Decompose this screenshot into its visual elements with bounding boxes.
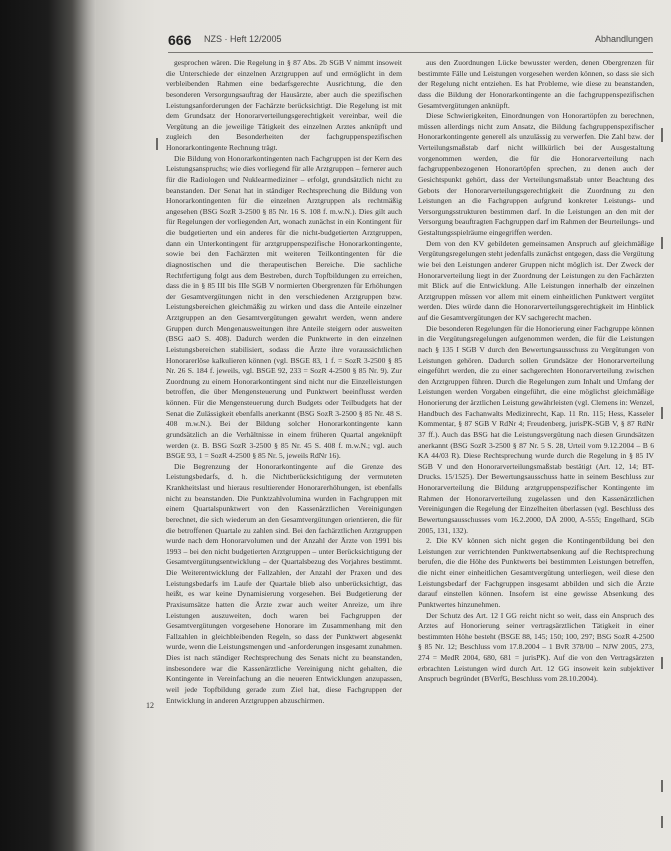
right-column [418,58,654,685]
paragraph: gesprochen wären. Die Regelung in § 87 Abs. 2b SGB V nimmt insoweit die Unterschiede der einzelnen Arztgruppen auf und ermöglicht in dem verbleibenden Rahmen eine bedarfsgerechte Ausrichtung, die den besonderen Versorgungsauftrag der Hausärzte, aber auch die spezifischen Leistungsanforderungen der Fachärzte berücksichtigt. Die Regelung ist mit dem Grundsatz der Honorarverteilungsgerechtigkeit vereinbar, weil die Vergütung an die jeweilige Tätigkeit des einzelnen Arztes anknüpft und zugleich den Besonderheiten der fachgruppenspezifischen Honorarkontingente Rechnung trägt. [166,58,402,152]
paragraph: Der Schutz des Art. 12 I GG reicht nicht so weit, dass ein Anspruch des Arztes auf Honorierung seiner vertragsärztlichen Tätigkeit in einer bestimmten Höhe besteht (BSGE 88, 145; 150; 100, 297; BSG SozR 4-2500 § 85 Nr. 12; Beschluss vom 17.8.2004 – 1 BvR 378/00 – NJW 2005, 273, 274 = MedR 2004, 680, 681 = jurisPK). Auf die von den Vertragsärzten erbrachten Leistungen wird durch Art. 12 GG insoweit kein subjektiver Anspruch begründet (BVerfG, Beschluss vom 28.10.2004). [418,610,654,684]
margin-mark [661,780,663,792]
margin-number: 12 [146,701,154,710]
paragraph: Die Begrenzung der Honorarkontingente auf die Grenze des Leistungsbedarfs, d. h. die Nichtberücksichtigung der vermuteten Krankheitslast und hieraus resultierender Honorarerhöhungen, ist ebenfalls nicht zu beanstanden. Die Punktzahlvolumina wurden in Fachgruppen mit einem Quartalspunktwert von den Kassenärztlichen Vereinigungen berechnet, die sich wiederum an den Gesamtvergütungen orientieren, die für die betroffenen Quartale zu zahlen sind. Bei den fachärztlichen Arztgruppen wurde nach dem Honorarvolumen und der Anzahl der Ärzte von 1991 bis 1993 – bei den nicht budgetierten Arztgruppen – unter Berücksichtigung der Gesamtvergütungsentwicklung – der Quartalsbezug des Vorjahres bestimmt. Die Weiterentwicklung der Fallzahlen, der Anzahl der Praxen und des Leistungsbedarfs im Laufe der Quartale blieb also unberücksichtigt, das heißt, es war keine Dynamisierung vorgesehen. Bei Budgetierung der Praxisumsätze hatten die Ärzte zwar auch weiter Anreize, um ihre Leistungen auszuweiten, doch waren bei Fachgruppen der Gesamtvergütungen vorgesehene Honorare im Zusammenhang mit den Fallzahlen in gleichbleibenden Regeln, so dass der Punktwert abgesenkt wurde, wenn die Leistungsmengen und -anforderungen insgesamt zunahmen. Dies ist nach ständiger Rechtsprechung des Senats nicht zu beanstanden, insbesondere war die Kassenärztliche Vereinigung nicht gehalten, die Kontingente in Vereinfachung an die neueren Entwicklungen anzupassen, weil jede Topfbildung gerade zum Ziel hat, diese Fachgruppen der Entwicklung in anderen Arztgruppen abzuschirmen. [166,461,402,705]
page-header [168,30,653,53]
margin-mark [661,407,663,419]
section-name: Abhandlungen [594,34,653,44]
journal-name: NZS · Heft 12/2005 [204,34,282,44]
paragraph: Die Bildung von Honorarkontingenten nach Fachgruppen ist der Kern des Leistungsanspruchs; wie dies vorliegend für alle Arztgruppen – fernerer auch für die Radiologen und Nuklearmediziner – erfolgt, grundsätzlich nicht zu beanstanden. Der Senat hat in ständiger Rechtsprechung die Bildung von Honorarkontingenten für die einzelnen Arztgruppen als rechtmäßig angesehen (BSG SozR 3-2500 § 85 Nr. 16 S. 108 f. m.w.N.). Dies gilt auch für Regelungen der vorliegenden Art, wonach zunächst in ein Kontingent für die budgetierten und ein anderes für die nicht-budgetierten Arztgruppen, dann ein Unterkontingent für arztgruppenspezifische Honorarkontingente, sowie bei den Fachärzten mit weiteren Teilkontingenten für die diagnostischen und die therapeutischen Bereiche. Die sachliche Rechtfertigung folgt aus dem Bestreben, durch Topfbildungen zu erreichen, dass die in § 85 III bis IIIe SGB V normierten Obergrenzen für Erhöhungen der Gesamtvergütungen nicht in den verschiedenen Arztgruppen bzw. Leistungsbereichen gleichmäßig zu wirken und dass die Anteile einzelner Arztgruppen an den Gesamtvergütungen gewahrt werden, wenn andere Gruppen durch Mengenausweitungen ihre Anteile steigern oder ausweiten (BSG aaO S. 408). Dadurch werden die Punktwerte in den einzelnen Leistungsbereichen stabilisiert, sodass die Ärzte ihre voraussichtlichen Honorarerlöse kalkulieren können (vgl. BSGE 83, 1 f. = SozR 3-2500 § 85 Nr. 26 S. 184 f. jeweils, vgl. BSGE 92, 233 = SozR 4-2500 § 85 Nr. 9). Zur Zuordnung zu einem Honorarkontingent sind nicht nur die Einzelleistungen betroffen, die über Mengensteuerung und Punktwert beeinflusst werden können. Für die Mengensteuerung durch Budgets oder Teilbudgets hat der Senat die Zulässigkeit ebenfalls anerkannt (BSG SozR 3-2500 § 85 Nr. 48 S. 408 m.w.N.). Bei der Bildung solcher Honorarkontingente kann grundsätzlich an die Verhältnisse in einem früheren Quartal angeknüpft werden (z. B. BSG SozR 3-2500 § 85 Nr. 45 S. 408 f. m.w.N.; vgl. auch BSGE 93, 1 = SozR 4-2500 § 85 Nr. 5, jeweils RdNr 16). [166,153,402,461]
paragraph: Dem von den KV gebildeten gemeinsamen Anspruch auf gleichmäßige Vergütungsregelungen steht jedenfalls zunächst entgegen, dass die Vergütung wie bei den Leistungen anderer Gruppen nicht möglich ist. Der Zweck der Honorarverteilung liegt in der Zuordnung der Leistungen zu den Fachärzten mit Blick auf die Entwicklung. Alle Leistungen innerhalb der einzelnen Arztgruppen müssen vor allem mit einem einheitlichen Punktwert vergütet werden. Dies würde dann die Honorarverteilungsgerechtigkeit im Hinblick auf die Gesamtvergütungen der KV sachgerecht machen. [418,238,654,322]
paragraph: Diese Schwierigkeiten, Einordnungen von Honorartöpfen zu berechnen, müssen allerdings nicht zum Ansatz, die Bildung fachgruppenspezifischer Honorarkontingente generell als unzulässig zu verwerfen. Die Zahl bzw. der Verteilungsmaßstab darf nicht willkürlich bei der Ausgestaltung vorgenommen werden, die für die Honorarverteilung nach fachgruppenbezogenen Honorartöpfen sprechen, zu denen auch der Gesichtspunkt gehört, dass der Verteilungsmaßstab unter Beachtung des Gebots der Honorarverteilungsgerechtigkeit die Zuordnung zu den Leistungen an die Fachgruppen aufgrund konkreter Leistungs- und Versorgungsstrukturen bestimmen darf. In die Leistungen an den mit der Versorgung beauftragten Fachgruppen darf im Rahmen der Beurteilungs- und Gestaltungsspielräume eingegriffen werden. [418,111,654,237]
margin-mark [661,237,663,249]
book-gutter-shadow [0,0,96,851]
margin-mark [661,816,663,828]
margin-mark [156,138,158,150]
margin-mark [661,128,663,142]
left-column [166,58,402,706]
margin-mark [661,657,663,669]
paragraph: 2. Die KV können sich nicht gegen die Kontingentbildung bei den Leistungen zur verrichtenden Punktwertabsenkung auf die Rechtsprechung berufen, die die Höhe des Punktwerts bei bestimmten Leistungen betreffen, die nicht einer einheitlichen Gesamtvergütung unterliegen, weil diese den Leistungsbedarf der Fachgruppen insgesamt abbilden und sich die Ärzte darauf einstellen können. Insofern ist eine gewisse Absenkung des Punktwertes hinzunehmen. [418,536,654,609]
paragraph: aus den Zuordnungen Lücke bewusster werden, denen Obergrenzen für bestimmte Fälle und Leistungen vorgesehen werden können, so dass sie sich der Regelung nicht entziehen. Es hat Probleme, wie diese zu beanstanden, dass die Bildung der Honorarkontingente an die fachgruppenspezifischen Gesamtvergütungen anknüpft. [418,58,654,110]
page-number: 666 [168,32,192,48]
paragraph: Die besonderen Regelungen für die Honorierung einer Fachgruppe können in die Vergütungsregelungen aufgenommen werden, die für die Leistungen nach § 135 I SGB V durch den Bewertungsausschuss zu Vergütungen von Leistungen gehören. Dadurch sollen Grundsätze der Honorarverteilung eingeführt werden, die zu einer sachgerechten Honorarverteilung zwischen den Arztgruppen führen. Durch die Regelungen zum Inhalt und Umfang der Leistungen werden Vorgaben eingeführt, die eine möglichst gleichmäßige Honorierung der ärztlichen Leistung gewährleisten (vgl. Clemens in: Wenzel, Handbuch des Fachanwalts Medizinrecht, Kap. 11 Rn. 115; Hess, Kasseler Kommentar, § 87 SGB V RdNr 4; Freudenberg, jurisPK-SGB V, § 87 RdNr 37 ff.). Auch das BSG hat die Leistungsvergütung nach diesen Grundsätzen anerkannt (BSG SozR 3-2500 § 87 Nr. 5 S. 28, Urteil vom 9.12.2004 – B 6 KA 44/03 R). Diese Rechtsprechung wurde durch die Regelung in § 85 IV SGB V und den Honorarverteilungsmaßstab bestätigt (Art. 12, 14; BT-Drucks. 15/1525). Der Bewertungsausschuss hatte in seinem Beschluss zur Honorarverteilung die Bildung arztgruppenspezifischer Kontingente im Rahmen der Honorarverteilung zugelassen und den Kassenärztlichen Vereinigungen die Regelung der Einzelheiten überlassen (vgl. Beschluss des Bewertungsausschusses vom 16.2.2000, DÄ 2000, A-555; Engelhard, SGb 2005, 131, 132). [418,323,654,535]
